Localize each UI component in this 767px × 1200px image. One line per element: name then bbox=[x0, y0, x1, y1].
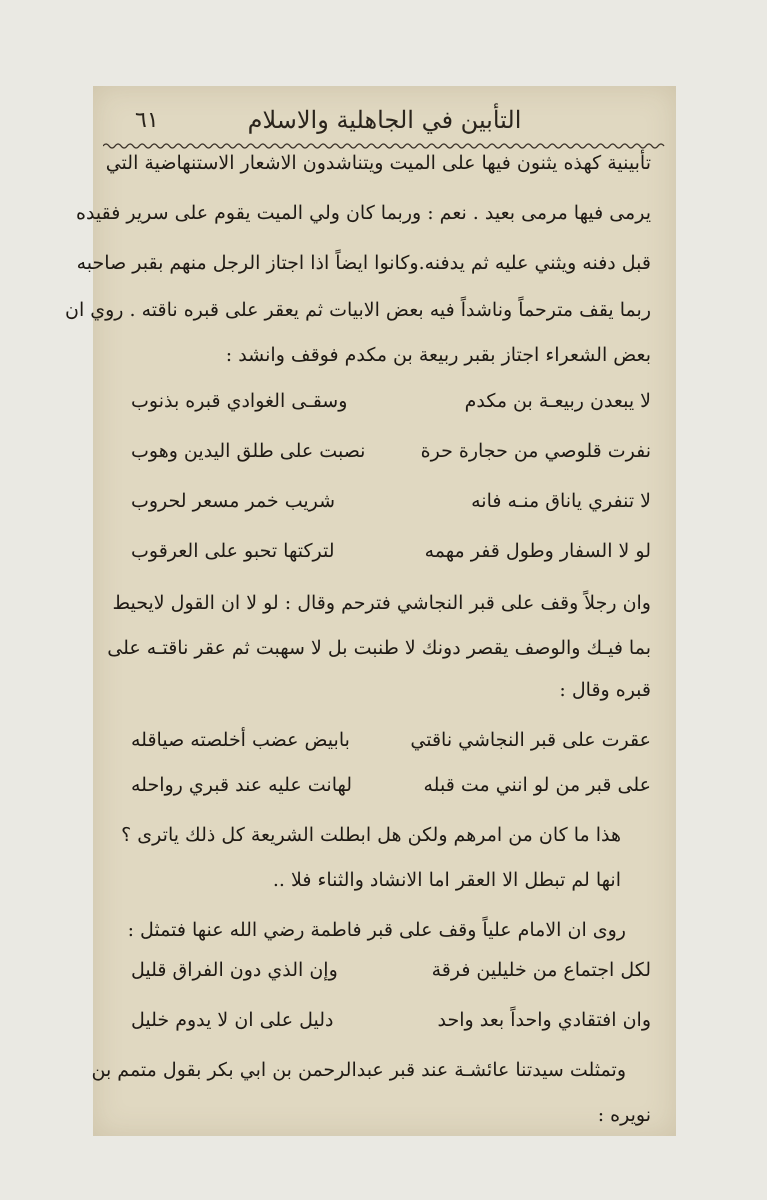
verse-second-hemistich: لتركتها تحبو على العرقوب bbox=[131, 540, 335, 562]
prose-line: بما فيـك والوصف يقصر دونك لا طنبت بل لا سهبت ثم عقر ناقتـه على bbox=[107, 637, 651, 659]
prose-line: نويره : bbox=[597, 1104, 651, 1126]
prose-line: هذا ما كان من امرهم ولكن هل ابطلت الشريعة كل ذلك ياترى ؟ bbox=[121, 824, 621, 846]
prose-line: ربما يقف مترحماً وناشداً فيه بعض الابيات ثم يعقر على قبره ناقته . روي ان bbox=[64, 299, 651, 321]
verse-first-hemistich: لكل اجتماع من خليلين فرقة bbox=[431, 959, 651, 981]
verse-second-hemistich: وسقـى الغوادي قبره بذنوب bbox=[131, 390, 348, 412]
running-title: التأبين في الجاهلية والاسلام bbox=[247, 106, 522, 134]
prose-line: قبل دفنه ويثني عليه ثم يدفنه.وكانوا ايضاً اذا اجتاز الرجل منهم بقبر صاحبه bbox=[76, 252, 651, 274]
verse-first-hemistich: وان افتقادي واحداً بعد واحد bbox=[437, 1009, 651, 1031]
verse-second-hemistich: بابيض عضب أخلصته صياقله bbox=[131, 729, 350, 751]
verse-second-hemistich: نصبت على طلق اليدين وهوب bbox=[131, 440, 366, 462]
verse-second-hemistich: لهانت عليه عند قبري رواحله bbox=[131, 774, 353, 796]
prose-line: وتمثلت سيدتنا عائشـة عند قبر عبدالرحمن بن ابي بكر بقول متمم بن bbox=[91, 1059, 626, 1081]
verse-second-hemistich: وإن الذي دون الفراق قليل bbox=[131, 959, 338, 981]
prose-line: وان رجلاً وقف على قبر النجاشي فترحم وقال : لو لا ان القول لايحيط bbox=[112, 592, 651, 614]
prose-line: يرمى فيها مرمى بعيد . نعم : وربما كان ولي الميت يقوم على سرير فقيده bbox=[76, 202, 651, 224]
page-number: ٦١ bbox=[135, 108, 159, 133]
verse-first-hemistich: لو لا السفار وطول قفر مهمه bbox=[424, 540, 651, 562]
verse-first-hemistich: لا تنفري ياناق منـه فانه bbox=[471, 490, 651, 512]
prose-line: بعض الشعراء اجتاز بقبر ربيعة بن مكدم فوقف وانشد : bbox=[225, 344, 651, 366]
verse-first-hemistich: على قبر من لو انني مت قبله bbox=[423, 774, 651, 796]
verse-first-hemistich: لا يبعدن ربيعـة بن مكدم bbox=[464, 390, 651, 412]
verse-first-hemistich: عقرت على قبر النجاشي ناقتي bbox=[410, 729, 651, 751]
prose-line: قبره وقال : bbox=[559, 679, 651, 701]
book-page bbox=[64, 86, 676, 1136]
verse-second-hemistich: شريب خمر مسعر لحروب bbox=[131, 490, 336, 512]
verse-first-hemistich: نفرت قلوصي من حجارة حرة bbox=[420, 440, 651, 462]
prose-line: روى ان الامام علياً وقف على قبر فاطمة رضي الله عنها فتمثل : bbox=[127, 919, 626, 941]
running-header bbox=[93, 102, 676, 142]
prose-line: تأبينية كهذه يثنون فيها على الميت ويتناشدون الاشعار الاستنهاضية التي bbox=[105, 152, 651, 174]
verse-second-hemistich: دليل على ان لا يدوم خليل bbox=[131, 1009, 334, 1031]
prose-line: انها لم تبطل الا العقر اما الانشاد والثناء فلا .. bbox=[272, 869, 621, 891]
wavy-rule bbox=[103, 142, 666, 150]
